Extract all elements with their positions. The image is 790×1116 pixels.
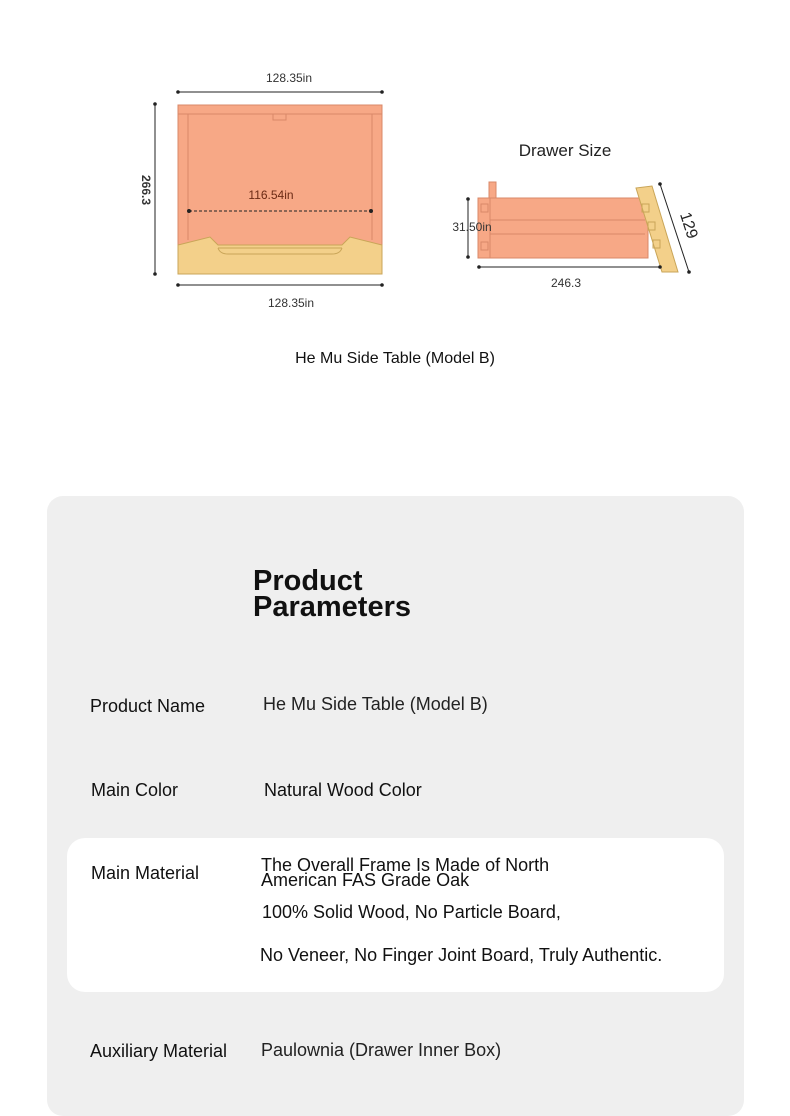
product-name-label: Product Name <box>90 696 206 716</box>
main-material-label: Main Material <box>91 863 200 883</box>
aux-material-value: Paulownia (Drawer Inner Box) <box>261 1040 502 1060</box>
main-color-value: Natural Wood Color <box>264 780 422 800</box>
drawer-view <box>466 182 691 274</box>
main-material-line-4: No Veneer, No Finger Joint Board, Truly Authentic. <box>260 945 663 965</box>
main-material-card <box>67 838 724 992</box>
drawer-height-label: 31.50in <box>452 220 492 234</box>
parameters-title-line2: Parameters <box>253 591 411 623</box>
main-height-label: 266.3 <box>139 174 153 206</box>
main-material-line-2: American FAS Grade Oak <box>261 870 470 890</box>
main-material-line-3: 100% Solid Wood, No Particle Board, <box>262 902 561 922</box>
product-name-value: He Mu Side Table (Model B) <box>263 694 488 714</box>
aux-material-label: Auxiliary Material <box>90 1041 228 1061</box>
parameters-title-line1: Product <box>253 565 363 597</box>
main-color-label: Main Color <box>91 780 179 800</box>
main-width-top-label: 128.35in <box>265 71 313 85</box>
inner-width-label: 116.54in <box>248 188 294 202</box>
product-caption: He Mu Side Table (Model B) <box>295 350 495 367</box>
main-width-bottom-label: 128.35in <box>267 296 315 310</box>
drawer-depth-label: 129 <box>676 210 701 241</box>
parameters-panel <box>47 496 744 1116</box>
drawer-size-title: Drawer Size <box>518 141 612 160</box>
main-material-line-1: The Overall Frame Is Made of North <box>261 855 550 875</box>
parameters-title <box>253 565 411 623</box>
drawer-length-label: 246.3 <box>550 276 582 290</box>
